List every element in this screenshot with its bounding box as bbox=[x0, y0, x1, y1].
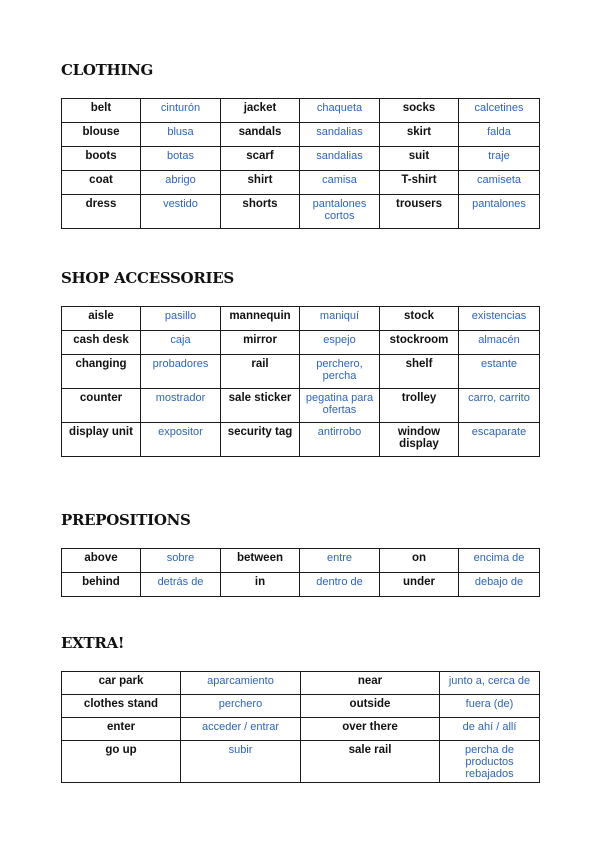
english-word: blouse bbox=[62, 123, 141, 147]
english-word: skirt bbox=[380, 123, 459, 147]
table-row bbox=[62, 672, 540, 695]
english-word: clothes stand bbox=[62, 695, 181, 718]
english-word: rail bbox=[221, 355, 300, 389]
english-word: enter bbox=[62, 718, 181, 741]
english-word: on bbox=[380, 549, 459, 573]
spanish-translation: pantalones bbox=[459, 195, 540, 229]
spanish-translation: estante bbox=[459, 355, 540, 389]
english-word: stock bbox=[380, 307, 459, 331]
clothing-table bbox=[61, 98, 540, 229]
english-word: scarf bbox=[221, 147, 300, 171]
table-row bbox=[62, 573, 540, 597]
table-row bbox=[62, 307, 540, 331]
spanish-translation: vestido bbox=[141, 195, 221, 229]
table-row bbox=[62, 123, 540, 147]
english-word: mannequin bbox=[221, 307, 300, 331]
english-word: security tag bbox=[221, 423, 300, 457]
spanish-translation: subir bbox=[181, 741, 301, 783]
spanish-translation: sandalias bbox=[300, 123, 380, 147]
english-word: stockroom bbox=[380, 331, 459, 355]
table-row bbox=[62, 695, 540, 718]
spanish-translation: perchero bbox=[181, 695, 301, 718]
english-word: go up bbox=[62, 741, 181, 783]
english-word: counter bbox=[62, 389, 141, 423]
english-word: socks bbox=[380, 99, 459, 123]
english-word: behind bbox=[62, 573, 141, 597]
spanish-translation: falda bbox=[459, 123, 540, 147]
table-row bbox=[62, 549, 540, 573]
clothing-title: CLOTHING bbox=[61, 61, 154, 79]
english-word: over there bbox=[301, 718, 440, 741]
table-row bbox=[62, 355, 540, 389]
english-word: above bbox=[62, 549, 141, 573]
spanish-translation: pegatina para ofertas bbox=[300, 389, 380, 423]
prepositions-title: PREPOSITIONS bbox=[61, 511, 191, 529]
english-word: trolley bbox=[380, 389, 459, 423]
spanish-translation: cinturón bbox=[141, 99, 221, 123]
spanish-translation: expositor bbox=[141, 423, 221, 457]
table-row bbox=[62, 389, 540, 423]
english-word: shirt bbox=[221, 171, 300, 195]
spanish-translation: sandalias bbox=[300, 147, 380, 171]
english-word: sandals bbox=[221, 123, 300, 147]
spanish-translation: detrás de bbox=[141, 573, 221, 597]
english-word: jacket bbox=[221, 99, 300, 123]
english-word: dress bbox=[62, 195, 141, 229]
spanish-translation: traje bbox=[459, 147, 540, 171]
spanish-translation: chaqueta bbox=[300, 99, 380, 123]
english-word: shorts bbox=[221, 195, 300, 229]
table-row bbox=[62, 718, 540, 741]
spanish-translation: caja bbox=[141, 331, 221, 355]
spanish-translation: encima de bbox=[459, 549, 540, 573]
english-word: sale rail bbox=[301, 741, 440, 783]
spanish-translation: abrigo bbox=[141, 171, 221, 195]
english-word: sale sticker bbox=[221, 389, 300, 423]
spanish-translation: de ahí / allí bbox=[440, 718, 540, 741]
spanish-translation: existencias bbox=[459, 307, 540, 331]
english-word: mirror bbox=[221, 331, 300, 355]
english-word: under bbox=[380, 573, 459, 597]
spanish-translation: calcetines bbox=[459, 99, 540, 123]
spanish-translation: pasillo bbox=[141, 307, 221, 331]
english-word: belt bbox=[62, 99, 141, 123]
extra-table bbox=[61, 671, 540, 783]
spanish-translation: botas bbox=[141, 147, 221, 171]
english-word: trousers bbox=[380, 195, 459, 229]
table-row bbox=[62, 331, 540, 355]
english-word: boots bbox=[62, 147, 141, 171]
spanish-translation: escaparate bbox=[459, 423, 540, 457]
english-word: shelf bbox=[380, 355, 459, 389]
spanish-translation: blusa bbox=[141, 123, 221, 147]
table-row bbox=[62, 741, 540, 783]
spanish-translation: perchero, percha bbox=[300, 355, 380, 389]
english-word: between bbox=[221, 549, 300, 573]
spanish-translation: junto a, cerca de bbox=[440, 672, 540, 695]
spanish-translation: entre bbox=[300, 549, 380, 573]
table-row bbox=[62, 147, 540, 171]
extra-title: EXTRA! bbox=[61, 634, 125, 652]
spanish-translation: acceder / entrar bbox=[181, 718, 301, 741]
spanish-translation: maniquí bbox=[300, 307, 380, 331]
spanish-translation: pantalones cortos bbox=[300, 195, 380, 229]
spanish-translation: carro, carrito bbox=[459, 389, 540, 423]
english-word: cash desk bbox=[62, 331, 141, 355]
spanish-translation: debajo de bbox=[459, 573, 540, 597]
english-word: in bbox=[221, 573, 300, 597]
spanish-translation: camiseta bbox=[459, 171, 540, 195]
spanish-translation: espejo bbox=[300, 331, 380, 355]
spanish-translation: fuera (de) bbox=[440, 695, 540, 718]
spanish-translation: probadores bbox=[141, 355, 221, 389]
spanish-translation: sobre bbox=[141, 549, 221, 573]
english-word: car park bbox=[62, 672, 181, 695]
english-word: coat bbox=[62, 171, 141, 195]
table-row bbox=[62, 171, 540, 195]
english-word: suit bbox=[380, 147, 459, 171]
english-word: T-shirt bbox=[380, 171, 459, 195]
spanish-translation: antirrobo bbox=[300, 423, 380, 457]
english-word: changing bbox=[62, 355, 141, 389]
shop-accessories-table bbox=[61, 306, 540, 457]
spanish-translation: percha de productos rebajados bbox=[440, 741, 540, 783]
prepositions-table bbox=[61, 548, 540, 597]
spanish-translation: almacén bbox=[459, 331, 540, 355]
english-word: aisle bbox=[62, 307, 141, 331]
table-row bbox=[62, 195, 540, 229]
spanish-translation: aparcamiento bbox=[181, 672, 301, 695]
english-word: display unit bbox=[62, 423, 141, 457]
spanish-translation: mostrador bbox=[141, 389, 221, 423]
table-row bbox=[62, 423, 540, 457]
english-word: near bbox=[301, 672, 440, 695]
table-row bbox=[62, 99, 540, 123]
english-word: window display bbox=[380, 423, 459, 457]
spanish-translation: camisa bbox=[300, 171, 380, 195]
english-word: outside bbox=[301, 695, 440, 718]
shop-accessories-title: SHOP ACCESSORIES bbox=[61, 269, 234, 287]
spanish-translation: dentro de bbox=[300, 573, 380, 597]
